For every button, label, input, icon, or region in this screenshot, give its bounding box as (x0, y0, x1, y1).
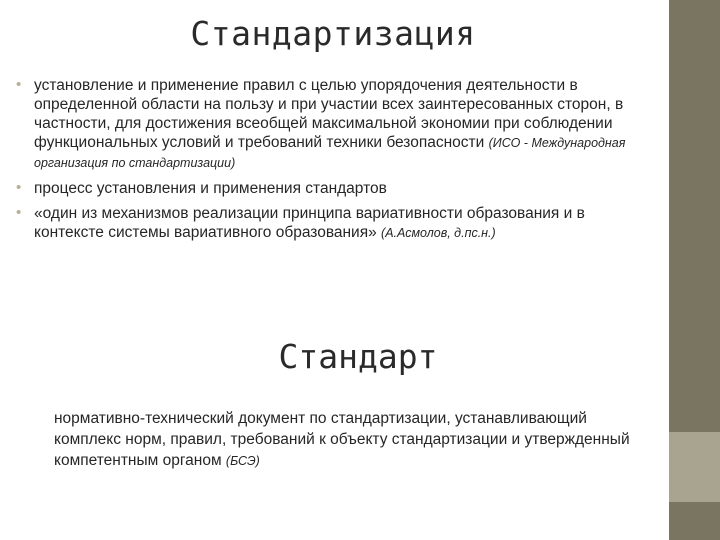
bullet-item (14, 179, 650, 198)
bullet-text: процесс установления и применения стандартов (34, 180, 387, 197)
definition-paragraph (54, 408, 644, 472)
bullet-dot-icon: • (16, 179, 22, 196)
bullet-item (14, 204, 650, 243)
definition-source-note: (БСЭ) (225, 454, 260, 468)
sidebar-accent-block (669, 432, 720, 502)
slide-title: Стандартизация (190, 14, 476, 53)
bullet-list (14, 76, 650, 249)
bullet-dot-icon: • (16, 76, 22, 93)
section-subtitle: Стандарт (278, 337, 438, 376)
definition-text: нормативно-технический документ по стандартизации, устанавливающий комплекс норм, правил, требований к объекту стандартизации и утвержденный компетентным органом (54, 410, 630, 469)
bullet-dot-icon: • (16, 204, 22, 221)
bullet-text: «один из механизмов реализации принципа вариативности образования и в контексте системы вариативного образования» (34, 205, 585, 241)
bullet-source-note: (А.Асмолов, д.пс.н.) (381, 226, 496, 240)
bullet-item (14, 76, 650, 173)
bullet-source-note: (ИСО - Международная организация по стандартизации) (34, 136, 626, 170)
bullet-text: установление и применение правил с целью упорядочения деятельности в определенной области на пользу и при участии всех заинтересованных сторон, в частности, для достижения всеобщей максимальной экономии при соблюдении функциональных условий и требований техники безопасности (34, 77, 624, 151)
